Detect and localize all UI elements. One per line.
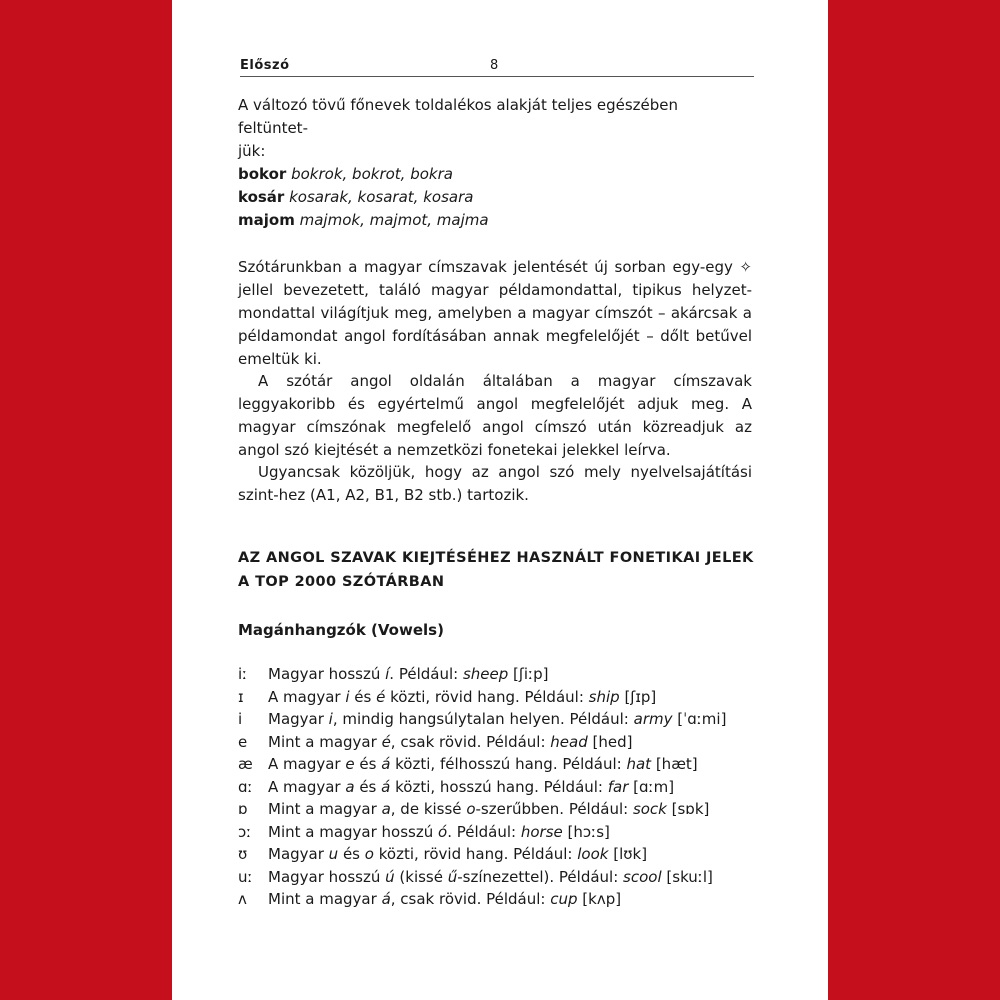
vowel-description: , mindig hangsúlytalan helyen. Például: — [332, 710, 634, 728]
example-word: army — [633, 710, 673, 728]
vowel-row — [238, 866, 758, 889]
vowel-description: A magyar — [268, 687, 346, 706]
subsection-heading: Magánhangzók (Vowels) — [238, 621, 444, 639]
book-page — [172, 0, 828, 1000]
vowel-symbol: ɪ — [238, 687, 244, 706]
example-word: ship — [588, 687, 620, 706]
ipa-transcription: [lʊk] — [608, 845, 648, 863]
vowel-row — [238, 663, 758, 686]
vowel-description: . Például: — [447, 822, 521, 841]
vowel-description: Mint a magyar — [268, 732, 382, 751]
paragraph-1: Szótárunkban a magyar címszavak jelentését új sorban egy-egy ✧ jellel bevezetett, találó magyar példamondattal, tipikus helyzet-mondattal világítjuk meg, amelyben a magyar címszót – akárcsak a példamondat angol fordításában annak megfelelőjét – dőlt betűvel emeltük ki. — [238, 258, 752, 368]
hungarian-letter: i — [328, 710, 333, 728]
example-headword: kosár — [238, 188, 285, 206]
vowel-description: közti, rövid hang. Például: — [373, 845, 578, 863]
hungarian-letter: o — [466, 800, 476, 818]
vowel-symbol: æ — [238, 755, 253, 773]
hungarian-letter: ű — [447, 867, 458, 886]
vowel-list — [238, 663, 758, 911]
vowel-row — [238, 821, 758, 844]
vowel-description: Mint a magyar — [268, 890, 382, 908]
vowel-symbol: iː — [238, 665, 248, 683]
hungarian-letter: o — [364, 845, 374, 863]
hungarian-letter: e — [345, 755, 355, 773]
ipa-transcription: [kʌp] — [577, 890, 622, 908]
example-entry — [238, 163, 453, 185]
example-word: look — [577, 845, 609, 863]
paragraph-3: Ugyancsak közöljük, hogy az angol szó mely nyelvelsajátítási szint-hez (A1, A2, B1, B2 stb.) tartozik. — [238, 463, 752, 504]
hungarian-letter: é — [376, 687, 386, 706]
example-headword: bokor — [238, 165, 287, 183]
ipa-transcription: [hæt] — [651, 755, 698, 773]
section-heading-line: AZ ANGOL SZAVAK KIEJTÉSÉHEZ HASZNÁLT FONETIKAI JELEK — [238, 550, 754, 566]
hungarian-letter: u — [328, 845, 339, 863]
vowel-row — [238, 686, 758, 709]
ipa-transcription: [ˈɑːmi] — [672, 710, 727, 728]
vowel-row — [238, 888, 758, 911]
section-title: Előszó — [240, 58, 290, 73]
example-forms: bokrok, bokrot, bokra — [291, 165, 453, 183]
vowel-description: Mint a magyar — [268, 800, 382, 818]
hungarian-letter: é — [381, 732, 391, 751]
example-forms: majmok, majmot, majma — [299, 211, 489, 229]
example-word: cup — [550, 890, 578, 908]
hungarian-letter: ú — [385, 867, 395, 886]
vowel-description: , csak rövid. Például: — [390, 732, 551, 751]
vowel-description: (kissé — [394, 867, 448, 886]
hungarian-letter: a — [345, 777, 355, 796]
example-word: sock — [632, 800, 667, 818]
vowel-description: Magyar hosszú — [268, 867, 386, 886]
vowel-symbol: ʊ — [238, 845, 248, 863]
ipa-transcription: [ʃiːp] — [508, 665, 549, 683]
example-word: head — [550, 732, 588, 751]
running-head — [240, 58, 754, 77]
vowel-symbol: e — [238, 732, 248, 751]
vowel-description: közti, hosszú hang. Például: — [390, 777, 608, 796]
ipa-transcription: [sɒk] — [666, 800, 710, 818]
vowel-symbol: ɒ — [238, 800, 248, 818]
vowel-symbol: ɔː — [238, 822, 252, 841]
hungarian-letter: í — [385, 665, 390, 683]
hungarian-letter: á — [381, 755, 391, 773]
section-heading-line: A TOP 2000 SZÓTÁRBAN — [238, 574, 445, 590]
vowel-description: és — [349, 687, 377, 706]
intro-line: jük: — [238, 142, 266, 160]
vowel-description: . Például: — [389, 665, 463, 683]
hungarian-letter: i — [345, 687, 350, 706]
example-word: hat — [626, 755, 652, 773]
vowel-description: A magyar — [268, 777, 346, 796]
vowel-description: Magyar hosszú — [268, 665, 386, 683]
ipa-transcription: [skuːl] — [661, 867, 713, 886]
vowel-row — [238, 776, 758, 799]
example-word: horse — [520, 822, 563, 841]
example-entry — [238, 209, 489, 231]
vowel-description: , de kissé — [390, 800, 467, 818]
vowel-row — [238, 731, 758, 754]
vowel-symbol: ɑː — [238, 777, 253, 796]
intro-line: A változó tövű főnevek toldalékos alakját teljes egészében feltüntet- — [238, 96, 679, 137]
example-entry — [238, 186, 473, 208]
vowel-description: Magyar — [268, 845, 329, 863]
vowel-description: közti, félhosszú hang. Például: — [390, 755, 627, 773]
vowel-description: , csak rövid. Például: — [390, 890, 551, 908]
ipa-transcription: [hɔːs] — [562, 822, 610, 841]
vowel-description: A magyar — [268, 755, 346, 773]
vowel-row — [238, 843, 758, 866]
vowel-description: és — [354, 777, 382, 796]
section-heading — [238, 546, 758, 594]
intro-paragraph — [238, 94, 752, 163]
vowel-description: közti, rövid hang. Például: — [385, 687, 589, 706]
example-word: scool — [623, 867, 662, 886]
hungarian-letter: ó — [438, 822, 448, 841]
vowel-description: Magyar — [268, 710, 329, 728]
vowel-symbol: ʌ — [238, 890, 247, 908]
hungarian-letter: á — [381, 890, 391, 908]
example-headword: majom — [238, 211, 295, 229]
paragraph-2: A szótár angol oldalán általában a magyar címszavak leggyakoribb és egyértelmű angol megfelelőjét adjuk meg. A magyar címszónak megfelelő angol címszó után közreadjuk az angol szó kiejtését a nemzetközi fonetekai jelekkel leírva. — [238, 372, 752, 459]
hungarian-letter: á — [381, 777, 391, 796]
vowel-description: és — [354, 755, 382, 773]
hungarian-letter: a — [381, 800, 391, 818]
example-word: far — [607, 777, 629, 796]
vowel-row — [238, 753, 758, 776]
vowel-description: -színezettel). Például: — [457, 867, 624, 886]
vowel-symbol: i — [238, 710, 243, 728]
page-number: 8 — [490, 58, 499, 73]
vowel-description: és — [338, 845, 365, 863]
example-word: sheep — [462, 665, 509, 683]
ipa-transcription: [ʃɪp] — [619, 687, 657, 706]
ipa-transcription: [hed] — [587, 732, 633, 751]
example-forms: kosarak, kosarat, kosara — [289, 188, 474, 206]
vowel-description: Mint a magyar hosszú — [268, 822, 439, 841]
vowel-row — [238, 708, 758, 731]
vowel-description: -szerűbben. Például: — [475, 800, 633, 818]
ipa-transcription: [ɑːm] — [628, 777, 675, 796]
vowel-row — [238, 798, 758, 821]
vowel-symbol: uː — [238, 867, 253, 886]
